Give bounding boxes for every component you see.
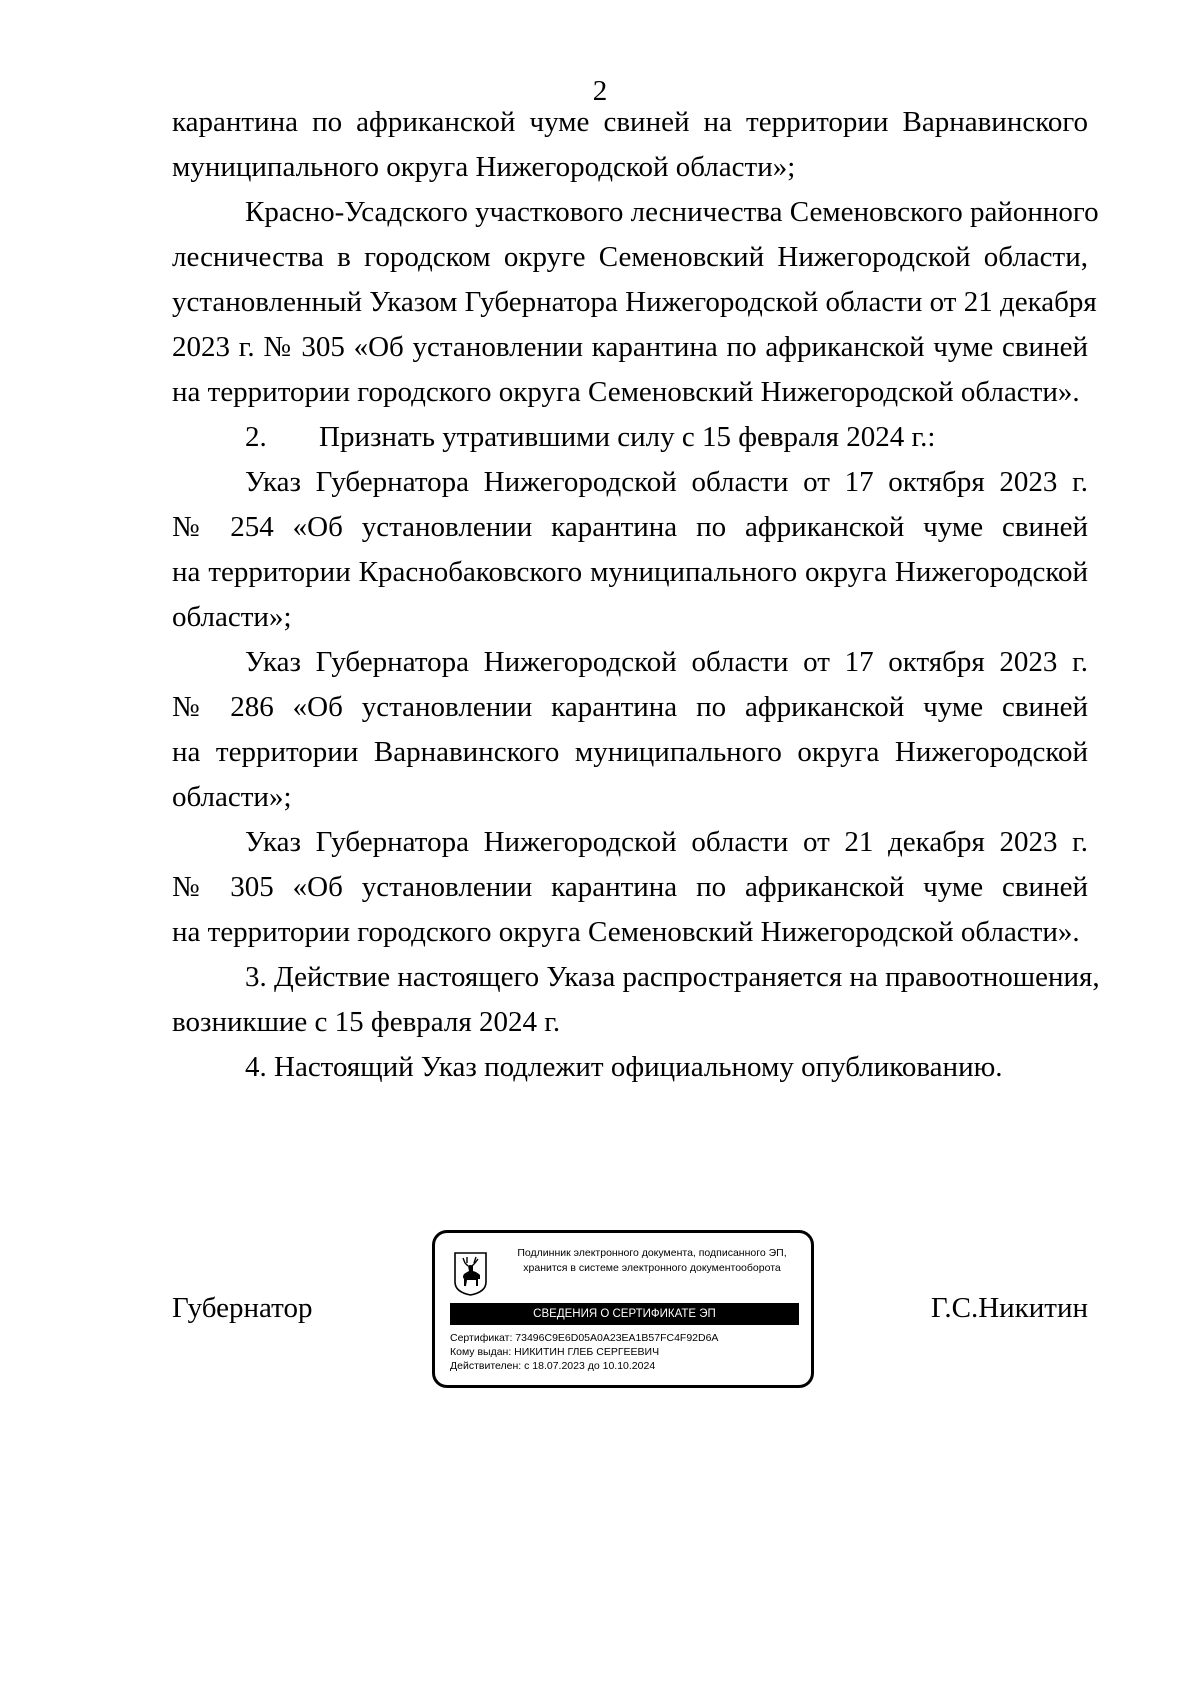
stamp-title-bar: СВЕДЕНИЯ О СЕРТИФИКАТЕ ЭП [450,1303,799,1325]
paragraph-line: Указ Губернатора Нижегородской области от 17 октября 2023 г. [245,466,1088,498]
item-text: Признать утратившими силу с 15 февраля 2024 г.: [319,421,936,453]
paragraph-line: Указ Губернатора Нижегородской области от 21 декабря 2023 г. [245,826,1088,858]
paragraph-line: муниципального округа Нижегородской области»; [172,151,796,183]
paragraph-line: на территории городского округа Семеновский Нижегородской области». [172,916,1080,948]
stamp-header-line: хранится в системе электронного документооборота [523,1262,781,1274]
paragraph-line: Указ Губернатора Нижегородской области от 17 октября 2023 г. [245,646,1088,678]
paragraph-line: № 305 «Об установлении карантина по африканской чуме свиней [172,871,1088,903]
paragraph-line: Красно-Усадского участкового лесничества Семеновского районного [245,196,1099,228]
paragraph-line: установленный Указом Губернатора Нижегородской области от 21 декабря [172,286,1097,318]
stamp-issued-to: Кому выдан: НИКИТИН ГЛЕБ СЕРГЕЕВИЧ [450,1346,660,1358]
paragraph-line: 4. Настоящий Указ подлежит официальному опубликованию. [245,1051,1003,1083]
page-number: 2 [592,75,608,107]
deer-emblem-icon [454,1252,487,1296]
paragraph-line: карантина по африканской чуме свиней на территории Варнавинского [172,106,1088,138]
paragraph-line: № 286 «Об установлении карантина по африканской чуме свиней [172,691,1088,723]
stamp-header [491,1246,813,1276]
paragraph-line: № 254 «Об установлении карантина по африканской чуме свиней [172,511,1088,543]
stamp-valid-period: Действителен: с 18.07.2023 до 10.10.2024 [450,1360,656,1372]
paragraph-line: области»; [172,601,292,633]
paragraph-line: 2023 г. № 305 «Об установлении карантина по африканской чуме свиней [172,331,1088,363]
paragraph-line: на территории городского округа Семеновский Нижегородской области». [172,376,1080,408]
stamp-certificate: Сертификат: 73496C9E6D05A0A23EA1B57FC4F92D6A [450,1332,719,1344]
item-number: 2. [245,421,267,453]
paragraph-line: на территории Варнавинского муниципального округа Нижегородской [172,736,1088,768]
electronic-signature-stamp [432,1230,814,1388]
signatory-name: Г.С.Никитин [930,1292,1088,1324]
signatory-title: Губернатор [172,1292,313,1324]
paragraph-line: 3. Действие настоящего Указа распространяется на правоотношения, [245,961,1100,993]
stamp-header-line: Подлинник электронного документа, подписанного ЭП, [517,1247,787,1259]
paragraph-line: лесничества в городском округе Семеновский Нижегородской области, [172,241,1088,273]
paragraph-line: на территории Краснобаковского муниципального округа Нижегородской [172,556,1088,588]
paragraph-line: области»; [172,781,292,813]
paragraph-line: возникшие с 15 февраля 2024 г. [172,1006,561,1038]
